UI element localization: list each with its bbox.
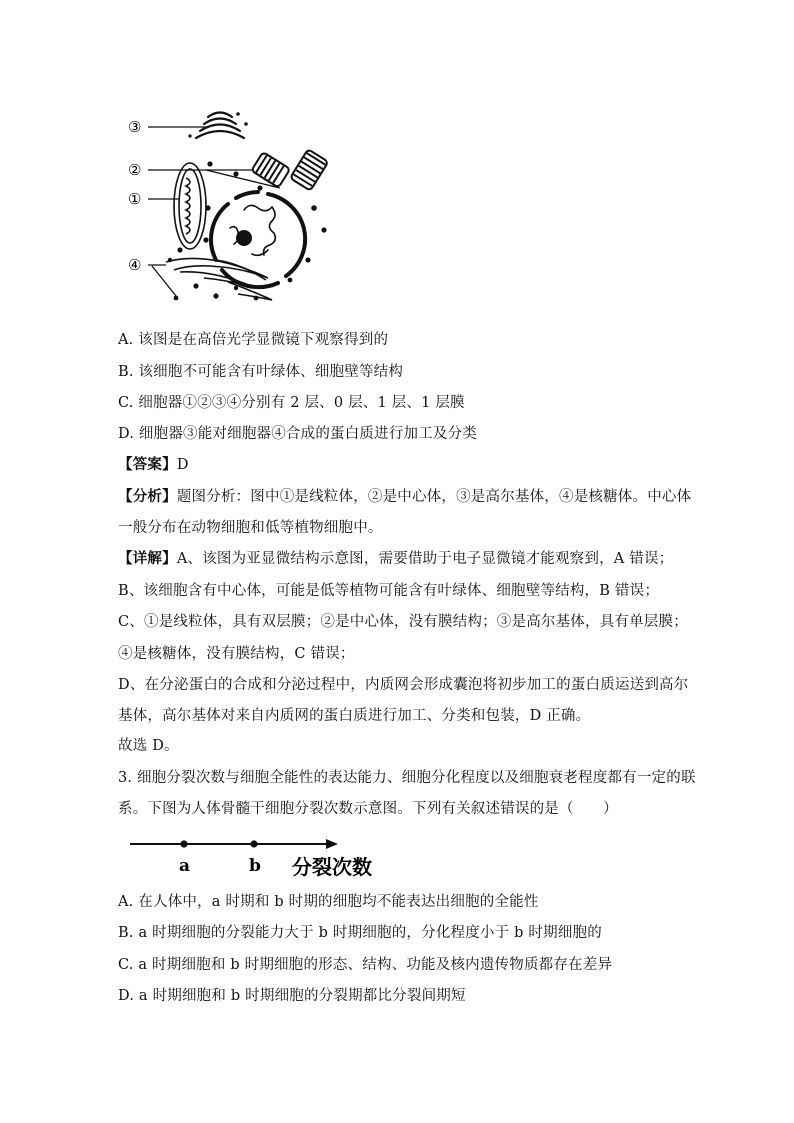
detail-line-4: ④是核糖体，没有膜结构，C 错误；: [118, 646, 355, 662]
label-ribosome: ④: [128, 256, 142, 274]
cell-structure-diagram: [118, 100, 338, 310]
answer-label: 【答案】: [118, 456, 177, 473]
option-q3-a: A. 在人体中，a 时期和 b 时期的细胞均不能表达出细胞的全能性: [118, 894, 539, 910]
point-b-marker: [250, 840, 257, 847]
endoplasmic-reticulum: [166, 258, 272, 300]
conclusion-line: 故选 D。: [118, 738, 179, 754]
detail-line-2: B、该细胞含有中心体，可能是低等植物可能含有叶绿体、细胞壁等结构，B 错误；: [118, 583, 660, 599]
question3-line-2: 系。下图为人体骨髓干细胞分裂次数示意图。下列有关叙述错误的是（ ）: [118, 801, 618, 817]
golgi-apparatus: [188, 112, 247, 138]
detail-line-1: [118, 549, 673, 569]
detail-text-1: A、该图为亚显微结构示意图，需要借助于电子显微镜才能观察到，A 错误；: [176, 551, 674, 567]
option-q2-a: A. 该图是在高倍光学显微镜下观察得到的: [118, 332, 389, 348]
option-q2-d: D. 细胞器③能对细胞器④合成的蛋白质进行加工及分类: [118, 426, 478, 442]
mitochondrion: [174, 163, 206, 249]
point-b-label: b: [249, 856, 261, 876]
detail-line-6: 基体，高尔基体对来自内质网的蛋白质进行加工、分类和包装，D 正确。: [118, 708, 591, 724]
label-centriole: ②: [128, 161, 142, 179]
option-q3-c: C. a 时期细胞和 b 时期细胞的形态、结构、功能及核内遗传物质都存在差异: [118, 957, 613, 973]
detail-label: 【详解】: [118, 550, 177, 567]
answer-value: D: [176, 457, 189, 473]
axis-label: 分裂次数: [292, 855, 372, 879]
point-a-label: a: [179, 856, 191, 876]
label-mitochondrion: ①: [128, 190, 142, 208]
answer-line: [118, 455, 189, 475]
label-golgi: ③: [128, 118, 142, 136]
analysis-line-2: 一般分布在动物细胞和低等植物细胞中。: [118, 520, 383, 536]
question3-line-1: 3. 细胞分裂次数与细胞全能性的表达能力、细胞分化程度以及细胞衰老程度都有一定的联: [118, 770, 696, 786]
detail-line-3: C、①是线粒体，具有双层膜；②是中心体，没有膜结构；③是高尔基体，具有单层膜；: [118, 614, 688, 630]
axis-arrowhead: [326, 839, 338, 849]
detail-line-5: D、在分泌蛋白的合成和分泌过程中，内质网会形成囊泡将初步加工的蛋白质运送到高尔: [118, 677, 689, 693]
point-a-marker: [180, 840, 187, 847]
option-q2-b: B. 该细胞不可能含有叶绿体、细胞壁等结构: [118, 364, 404, 380]
analysis-text-1: 题图分析：图中①是线粒体，②是中心体，③是高尔基体，④是核糖体。中心体: [176, 489, 692, 505]
option-q2-c: C. 细胞器①②③④分别有 2 层、0 层、1 层、1 层膜: [118, 395, 465, 411]
option-q3-b: B. a 时期细胞的分裂能力大于 b 时期细胞的，分化程度小于 b 时期细胞的: [118, 925, 602, 941]
division-count-axis: [118, 826, 398, 882]
option-q3-d: D. a 时期细胞和 b 时期细胞的分裂期都比分裂间期短: [118, 988, 466, 1004]
analysis-line-1: [118, 487, 691, 507]
analysis-label: 【分析】: [118, 488, 177, 505]
